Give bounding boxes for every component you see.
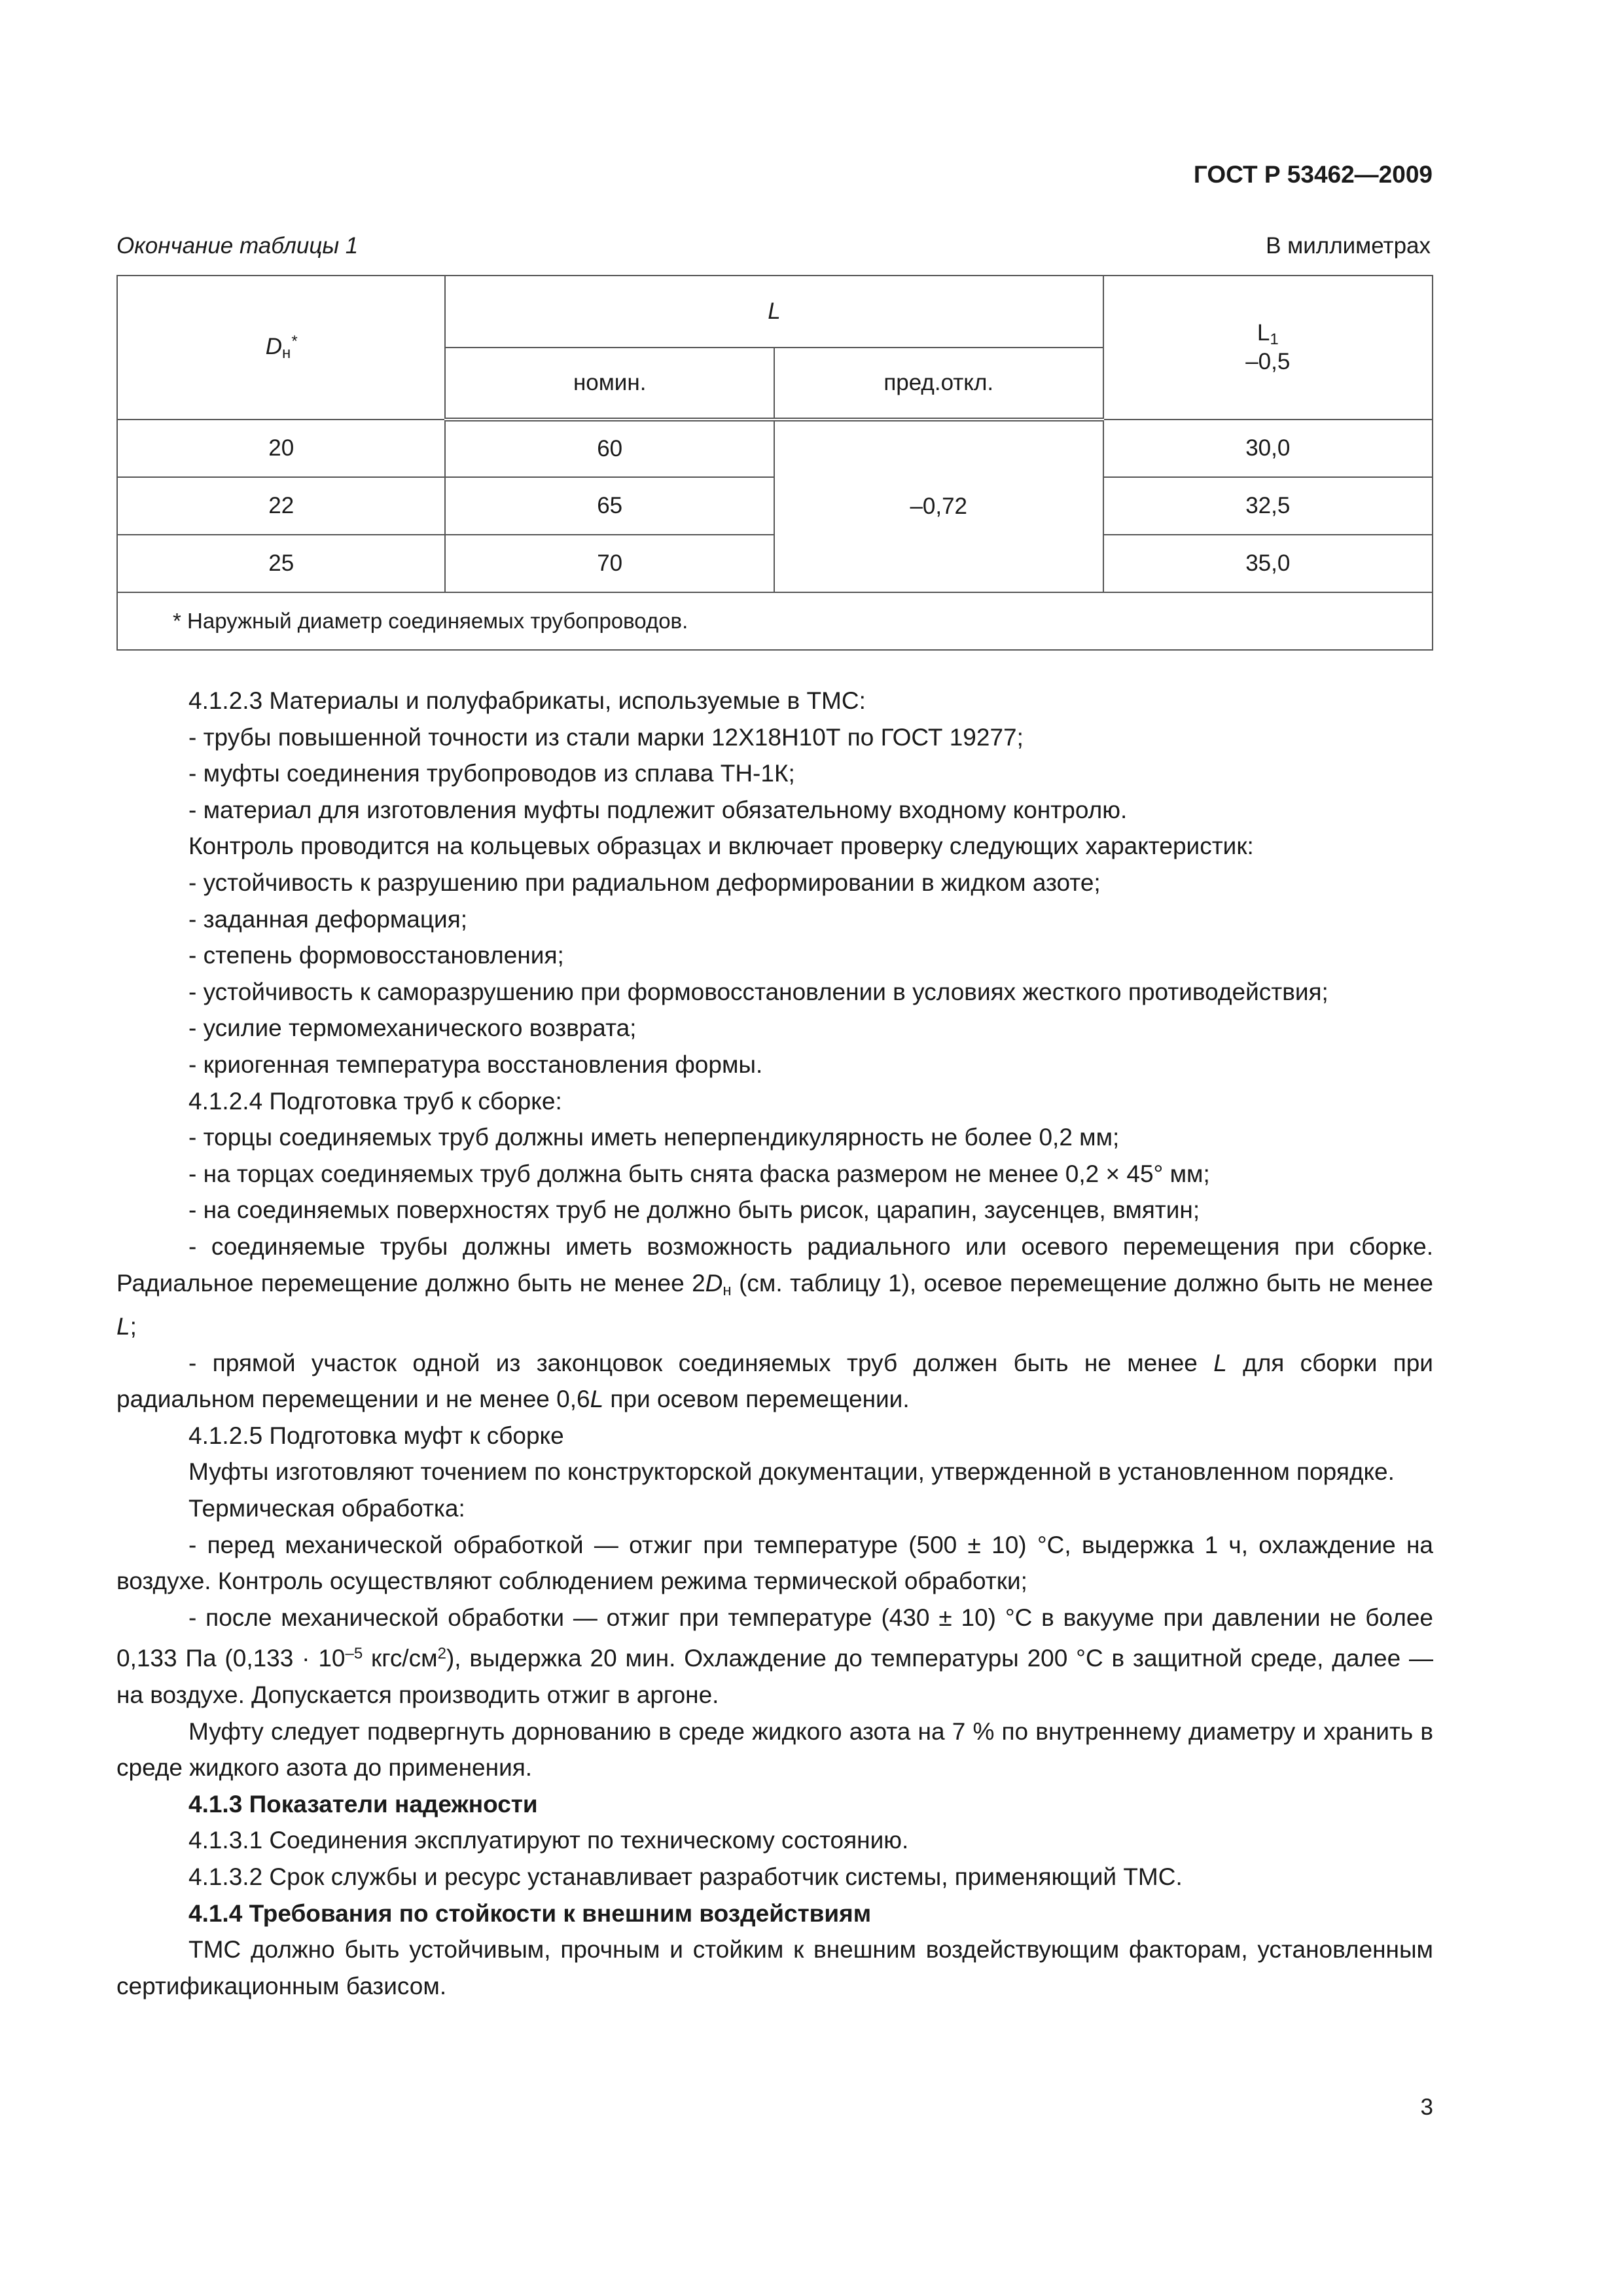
paragraph: ТМС должно быть устойчивым, прочным и стойким к внешним воздействующим факторам, установленным сертификационным базисом. xyxy=(116,1936,1433,2000)
paragraph: - материал для изготовления муфты подлежит обязательному входному контролю. xyxy=(188,796,1128,823)
paragraph: - устойчивость к саморазрушению при формовосстановлении в условиях жесткого противодействия; xyxy=(188,978,1329,1005)
table-row: 20 60 –0,72 30,0 xyxy=(117,420,1433,477)
paragraph: - на торцах соединяемых труб должна быть снята фаска размером не менее 0,2 × 45° мм; xyxy=(188,1160,1210,1187)
paragraph: - заданная деформация; xyxy=(188,905,468,933)
paragraph: - на соединяемых поверхностях труб не должно быть рисок, царапин, заусенцев, вмятин; xyxy=(188,1196,1200,1224)
document-header: ГОСТ Р 53462—2009 xyxy=(1193,161,1433,188)
header-nominal: номин. xyxy=(445,348,774,420)
table-row: 25 70 35,0 xyxy=(117,535,1433,592)
paragraph: 4.1.3.1 Соединения эксплуатируют по техническому состоянию. xyxy=(188,1827,909,1854)
paragraph: - трубы повышенной точности из стали марки 12Х18Н10Т по ГОСТ 19277; xyxy=(188,723,1024,751)
paragraph: - муфты соединения трубопроводов из сплава ТН-1К; xyxy=(188,760,795,787)
header-l1: $L_1$ –0,5 xyxy=(1103,276,1433,420)
table-footnote: * Наружный диаметр соединяемых трубопроводов. xyxy=(117,592,1433,650)
body-text xyxy=(116,683,1433,2004)
header-dn: $D_н^*$ xyxy=(117,276,445,420)
header-l: L xyxy=(445,276,1103,348)
deviation-value: –0,72 xyxy=(774,420,1103,592)
paragraph: - степень формовосстановления; xyxy=(188,942,564,969)
page-number: 3 xyxy=(1420,2094,1433,2120)
paragraph: Термическая обработка: xyxy=(188,1495,465,1522)
section-heading: 4.1.3 Показатели надежности xyxy=(188,1790,538,1818)
section-heading: 4.1.2.4 Подготовка труб к сборке: xyxy=(188,1087,562,1115)
paragraph: Муфту следует подвергнуть дорнованию в среде жидкого азота на 7 % по внутреннему диаметру и хранить в среде жидкого азота до применения. xyxy=(116,1717,1433,1782)
table-caption: Окончание таблицы 1 xyxy=(116,233,359,259)
section-heading: 4.1.2.5 Подготовка муфт к сборке xyxy=(188,1422,564,1449)
paragraph: - усилие термомеханического возврата; xyxy=(188,1014,637,1042)
section-heading: 4.1.4 Требования по стойкости к внешним воздействиям xyxy=(188,1899,872,1927)
paragraph: Контроль проводится на кольцевых образцах и включает проверку следующих характеристик: xyxy=(188,833,1254,860)
paragraph: Муфты изготовляют точением по конструкторской документации, утвержденной в установленном порядке. xyxy=(188,1458,1395,1486)
paragraph: - после механической обработки — отжиг при температуре (430 ± 10) °С в вакууме при давлении не более 0,133 Па ($0,133 \cdot 10^{-5}$ кгс/$см^2$), выдержка 20 мин. Охлаждение до температуры 200 °С в защитной среде, далее — на воздухе. Допускается производить отжиг в аргоне. xyxy=(116,1604,1433,1709)
units-caption: В миллиметрах xyxy=(1266,233,1431,259)
paragraph: 4.1.3.2 Срок службы и ресурс устанавливает разработчик системы, применяющий ТМС. xyxy=(188,1863,1183,1890)
paragraph: - перед механической обработкой — отжиг при температуре (500 ± 10) °С, выдержка 1 ч, охлаждение на воздухе. Контроль осуществляют соблюдением режима термической обработки; xyxy=(116,1531,1433,1595)
dimensions-table xyxy=(116,275,1433,651)
paragraph: - прямой участок одной из законцовок соединяемых труб должен быть не менее L для сборки при радиальном перемещении и не менее 0,6L при осевом перемещении. xyxy=(116,1349,1433,1413)
table-row: 22 65 32,5 xyxy=(117,477,1433,535)
paragraph: - соединяемые трубы должны иметь возможность радиального или осевого перемещения при сборке. Радиальное перемещение должно быть не менее $2D_н$ (см. таблицу 1), осевое перемещение должно быть не менее L; xyxy=(116,1232,1433,1340)
header-deviation: пред.откл. xyxy=(774,348,1103,420)
paragraph: 4.1.2.3 Материалы и полуфабрикаты, используемые в ТМС: xyxy=(188,687,866,714)
paragraph: - криогенная температура восстановления формы. xyxy=(188,1050,763,1078)
paragraph: - торцы соединяемых труб должны иметь неперпендикулярность не более 0,2 мм; xyxy=(188,1124,1120,1151)
paragraph: - устойчивость к разрушению при радиальном деформировании в жидком азоте; xyxy=(188,869,1101,896)
